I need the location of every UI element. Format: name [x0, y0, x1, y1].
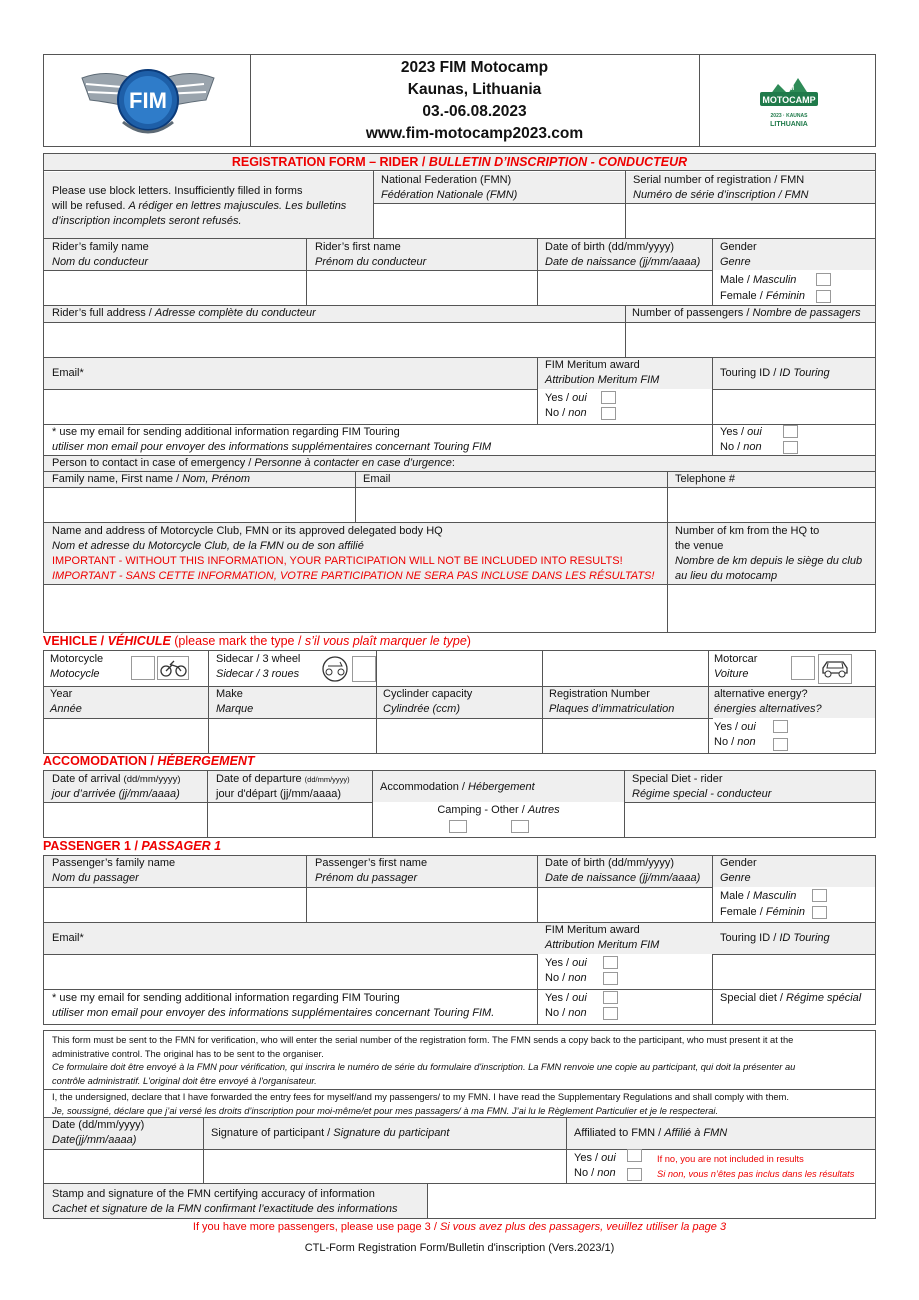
- vehicle-cc-label: Cyclinder capacity Cylindrée (ccm): [383, 688, 473, 715]
- passenger-touring-field[interactable]: [713, 955, 875, 988]
- departure-field[interactable]: [208, 803, 372, 837]
- car-checkbox[interactable]: [791, 656, 815, 680]
- passenger-first-field[interactable]: [307, 888, 537, 921]
- departure-label: Date of departure (dd/mm/yyyy) jour d'départ (jj/mm/aaaa): [216, 773, 350, 800]
- vehicle-make-label: Make Marque: [216, 688, 254, 715]
- rider-female-label: Female / Féminin: [720, 290, 805, 302]
- svg-text:2023 · KAUNAS: 2023 · KAUNAS: [770, 113, 808, 119]
- affiliated-yes-checkbox[interactable]: [627, 1149, 642, 1162]
- svg-text:FIM: FIM: [783, 86, 795, 92]
- form-version: CTL-Form Registration Form/Bulletin d'inscription (Vers.2023/1): [304, 1242, 615, 1254]
- rider-meritum-yes-label: Yes / oui: [545, 392, 587, 404]
- declaration-text: I, the undersigned, declare that I have forwarded the entry fees for myself/and my passengers/ to my FMN. I have read the Supplementary Regulations and shall comply with them. Je, soussigné, déclare que j’ai versé les droits d’inscription pour moi-même/et pour mes passagers/ à ma FMN. J’ai lu le Règlement Particulier et je le respecterai.: [52, 1092, 789, 1116]
- rider-dob-label: Date of birth (dd/mm/yyyy) Date de naissance (jj/mm/aaaa): [545, 241, 701, 268]
- svg-text:FIM: FIM: [129, 88, 167, 113]
- serial-label: Serial number of registration / FMN Numéro de série d’inscription / FMN: [633, 174, 809, 201]
- passenger-first-label: Passenger’s first name Prénom du passager: [315, 857, 428, 884]
- affiliated-no-label: No / non: [574, 1167, 616, 1179]
- passenger-meritum-no-checkbox[interactable]: [603, 972, 618, 985]
- rider-consent-no-checkbox[interactable]: [783, 441, 798, 454]
- passenger-female-checkbox[interactable]: [812, 906, 827, 919]
- passenger-meritum-label: FIM Meritum award Attribution Meritum FIM: [545, 924, 660, 951]
- accommodation-label: Accommodation / Hébergement: [380, 781, 535, 793]
- rider-first-label: Rider’s first name Prénom du conducteur: [315, 241, 427, 268]
- car-icon: [818, 654, 852, 684]
- fmn-stamp-label: Stamp and signature of the FMN certifying accuracy of information Cachet et signature de la FMN confirmant l’exactitude des informations: [52, 1188, 398, 1215]
- arrival-field[interactable]: [44, 803, 207, 837]
- passenger-email-label: Email*: [52, 932, 84, 944]
- rider-touring-label: Touring ID / ID Touring: [720, 367, 830, 379]
- rider-email-consent-text: * use my email for sending additional information regarding FIM Touring utiliser mon email pour envoyer des informations supplémentaires concernant Touring FIM: [52, 426, 492, 453]
- rider-address-label: Rider’s full address / Adresse complète du conducteur: [52, 307, 316, 319]
- verification-notice: This form must be sent to the FMN for verification, who will enter the serial number of the registration form. The FMN sends a copy back to the participant, who must present it at the administrative control. The original has to be sent to the organiser. Ce formulaire doit être envoyé à la FMN pour vérification, qui inscrira le numéro de série du formulaire d'inscription. La FMN renvoie une copie au participant, qui doit la présenter au contrôle administratif. L'original doit être envoyé à l'organisateur.: [52, 1035, 796, 1086]
- other-checkbox[interactable]: [511, 820, 529, 833]
- affiliated-warning: If no, you are not included in results Si non, vous n’êtes pas inclus dans les résultats: [657, 1154, 855, 1179]
- passengers-count-label: Number of passengers / Nombre de passagers: [632, 307, 861, 319]
- svg-text:MOTOCAMP: MOTOCAMP: [762, 95, 816, 105]
- rider-gender-label: Gender Genre: [720, 241, 757, 268]
- vehicle-make-field[interactable]: [209, 719, 376, 753]
- emergency-email-field[interactable]: [356, 488, 667, 521]
- rider-address-field[interactable]: [44, 323, 625, 356]
- rider-touring-field[interactable]: [713, 390, 875, 423]
- passenger-email-field[interactable]: [44, 955, 537, 988]
- vehicle-car-label: Motorcar Voiture: [714, 653, 758, 680]
- vehicle-cc-field[interactable]: [377, 719, 542, 753]
- affiliated-label: Affiliated to FMN / Affilié à FMN: [574, 1127, 728, 1139]
- signature-date-field[interactable]: [44, 1150, 203, 1183]
- rider-meritum-label: FIM Meritum award Attribution Meritum FIM: [545, 359, 660, 386]
- passenger-male-checkbox[interactable]: [812, 889, 827, 902]
- rider-dob-field[interactable]: [538, 271, 712, 304]
- rider-consent-no-label: No / non: [720, 441, 762, 453]
- passenger-consent-no-checkbox[interactable]: [603, 1007, 618, 1020]
- vehicle-sidecar-label: Sidecar / 3 wheel Sidecar / 3 roues: [216, 653, 301, 680]
- passenger-touring-label: Touring ID / ID Touring: [720, 932, 830, 944]
- alt-energy-yes-label: Yes / oui: [714, 721, 756, 733]
- vehicle-reg-field[interactable]: [543, 719, 708, 753]
- motorcycle-icon: [157, 656, 189, 680]
- rider-family-label: Rider’s family name Nom du conducteur: [52, 241, 149, 268]
- rider-consent-yes-checkbox[interactable]: [783, 425, 798, 438]
- passenger-dob-field[interactable]: [538, 888, 712, 921]
- passenger-dob-label: Date of birth (dd/mm/yyyy) Date de naissance (jj/mm/aaaa): [545, 857, 701, 884]
- rider-diet-field[interactable]: [625, 803, 875, 837]
- emergency-name-label: Family name, First name / Nom, Prénom: [52, 473, 251, 485]
- intro-instructions: Please use block letters. Insufficiently filled in forms will be refused. A rédiger en lettres majuscules. Les bulletins d’inscription incomplets seront refusés.: [52, 185, 347, 227]
- rider-meritum-no-label: No / non: [545, 407, 587, 419]
- rider-email-field[interactable]: [44, 390, 537, 423]
- sidecar-icon: [320, 656, 350, 682]
- passenger-male-label: Male / Masculin: [720, 890, 797, 902]
- passenger-meritum-yes-checkbox[interactable]: [603, 956, 618, 969]
- signature-date-label: Date (dd/mm/yyyy) Date(jj/mm/aaaa): [52, 1119, 145, 1146]
- passenger-family-label: Passenger’s family name Nom du passager: [52, 857, 176, 884]
- affiliated-no-checkbox[interactable]: [627, 1168, 642, 1181]
- vehicle-year-field[interactable]: [44, 719, 208, 753]
- emergency-contact-label: Person to contact in case of emergency / Personne à contacter en case d’urgence:: [52, 457, 455, 469]
- passenger-gender-label: Gender Genre: [720, 857, 757, 884]
- passenger-consent-no-label: No / non: [545, 1007, 587, 1019]
- fmn-stamp-field[interactable]: [428, 1184, 875, 1218]
- signature-field[interactable]: [204, 1150, 566, 1183]
- vehicle-reg-label: Registration Number Plaques d’immatriculation: [549, 688, 675, 715]
- motocamp-logo: [754, 70, 824, 132]
- alt-energy-yes-checkbox[interactable]: [773, 720, 788, 733]
- passenger-family-field[interactable]: [44, 888, 306, 921]
- accommodation-section-title: ACCOMODATION / HÉBERGEMENT: [43, 754, 255, 768]
- rider-consent-yes-label: Yes / oui: [720, 426, 762, 438]
- event-title: 2023 FIM Motocamp Kaunas, Lithuania 03.-06.08.2023 www.fim-motocamp2023.com: [250, 57, 699, 145]
- rider-first-field[interactable]: [307, 271, 537, 304]
- passenger-meritum-no-label: No / non: [545, 972, 587, 984]
- arrival-label: Date of arrival (dd/mm/yyyy) jour d’arrivée (jj/mm/aaaa): [52, 773, 181, 800]
- emergency-phone-label: Telephone #: [675, 473, 735, 485]
- camping-label: Camping - Other / Autres: [437, 804, 560, 816]
- motorcycle-checkbox[interactable]: [131, 656, 155, 680]
- rider-meritum-no-checkbox[interactable]: [601, 407, 616, 420]
- rider-email-label: Email*: [52, 367, 84, 379]
- rider-family-field[interactable]: [44, 271, 306, 304]
- alt-energy-no-checkbox[interactable]: [773, 738, 788, 751]
- vehicle-section-title: VEHICLE / VÉHICULE (please mark the type / s’il vous plaît marquer le type): [43, 634, 471, 648]
- rider-male-checkbox[interactable]: [816, 273, 831, 286]
- km-field[interactable]: [668, 585, 875, 632]
- svg-text:LITHUANIA: LITHUANIA: [770, 121, 808, 128]
- fmn-field[interactable]: [374, 204, 625, 237]
- passenger-female-label: Female / Féminin: [720, 906, 805, 918]
- alt-energy-no-label: No / non: [714, 736, 756, 748]
- rider-male-label: Male / Masculin: [720, 274, 797, 286]
- form-title: REGISTRATION FORM – RIDER / BULLETIN D’INSCRIPTION - CONDUCTEUR: [231, 155, 688, 169]
- emergency-email-label: Email: [363, 473, 391, 485]
- passengers-count-field[interactable]: [626, 323, 875, 356]
- emergency-name-field[interactable]: [44, 488, 355, 521]
- vehicle-motorcycle-label: Motorcycle Motocycle: [50, 653, 104, 680]
- rider-diet-label: Special Diet - rider Régime special - conducteur: [632, 773, 772, 800]
- rider-female-checkbox[interactable]: [816, 290, 831, 303]
- passenger-diet-label: Special diet / Régime spécial: [720, 992, 862, 1004]
- km-label: Number of km from the HQ to the venue Nombre de km depuis le siège du club au lieu du motocamp: [675, 525, 863, 582]
- signature-label: Signature of participant / Signature du participant: [211, 1127, 450, 1139]
- passenger-meritum-yes-label: Yes / oui: [545, 957, 587, 969]
- passenger-consent-yes-label: Yes / oui: [545, 992, 587, 1004]
- vehicle-alt-energy-label: alternative energy? énergies alternatives?: [714, 688, 822, 715]
- vehicle-year-label: Year Année: [50, 688, 82, 715]
- passenger-email-consent-text: * use my email for sending additional information regarding FIM Touring utiliser mon email pour envoyer des informations supplémentaires concernant Touring FIM.: [52, 992, 495, 1019]
- affiliated-yes-label: Yes / oui: [574, 1152, 616, 1164]
- camping-checkbox[interactable]: [449, 820, 467, 833]
- more-passengers-note: If you have more passengers, please use page 3 / Si vous avez plus des passagers, veuillez utiliser la page 3: [192, 1221, 727, 1233]
- fim-logo: [78, 62, 218, 140]
- sidecar-checkbox[interactable]: [352, 656, 376, 682]
- event-website-link[interactable]: www.fim-motocamp2023.com: [365, 125, 584, 142]
- fmn-label: National Federation (FMN) Fédération Nationale (FMN): [381, 174, 518, 201]
- rider-meritum-yes-checkbox[interactable]: [601, 391, 616, 404]
- club-label: Name and address of Motorcycle Club, FMN or its approved delegated body HQ Nom et adresse du Motorcycle Club, de la FMN ou de son affilié IMPORTANT - WITHOUT THIS INFORMATION, YOUR PARTICIPATION WILL NOT BE INCLUDED INTO RESULTS! IMPORTANT - SANS CETTE INFORMATION, VOTRE PARTICIPATION NE SERA PAS INCLUSE DANS LES RÉSULTATS!: [52, 525, 655, 582]
- passenger-section-title: PASSENGER 1 / PASSAGER 1: [43, 839, 222, 853]
- serial-field[interactable]: [626, 204, 875, 237]
- passenger-consent-yes-checkbox[interactable]: [603, 991, 618, 1004]
- club-field[interactable]: [44, 585, 667, 632]
- emergency-phone-field[interactable]: [668, 488, 875, 521]
